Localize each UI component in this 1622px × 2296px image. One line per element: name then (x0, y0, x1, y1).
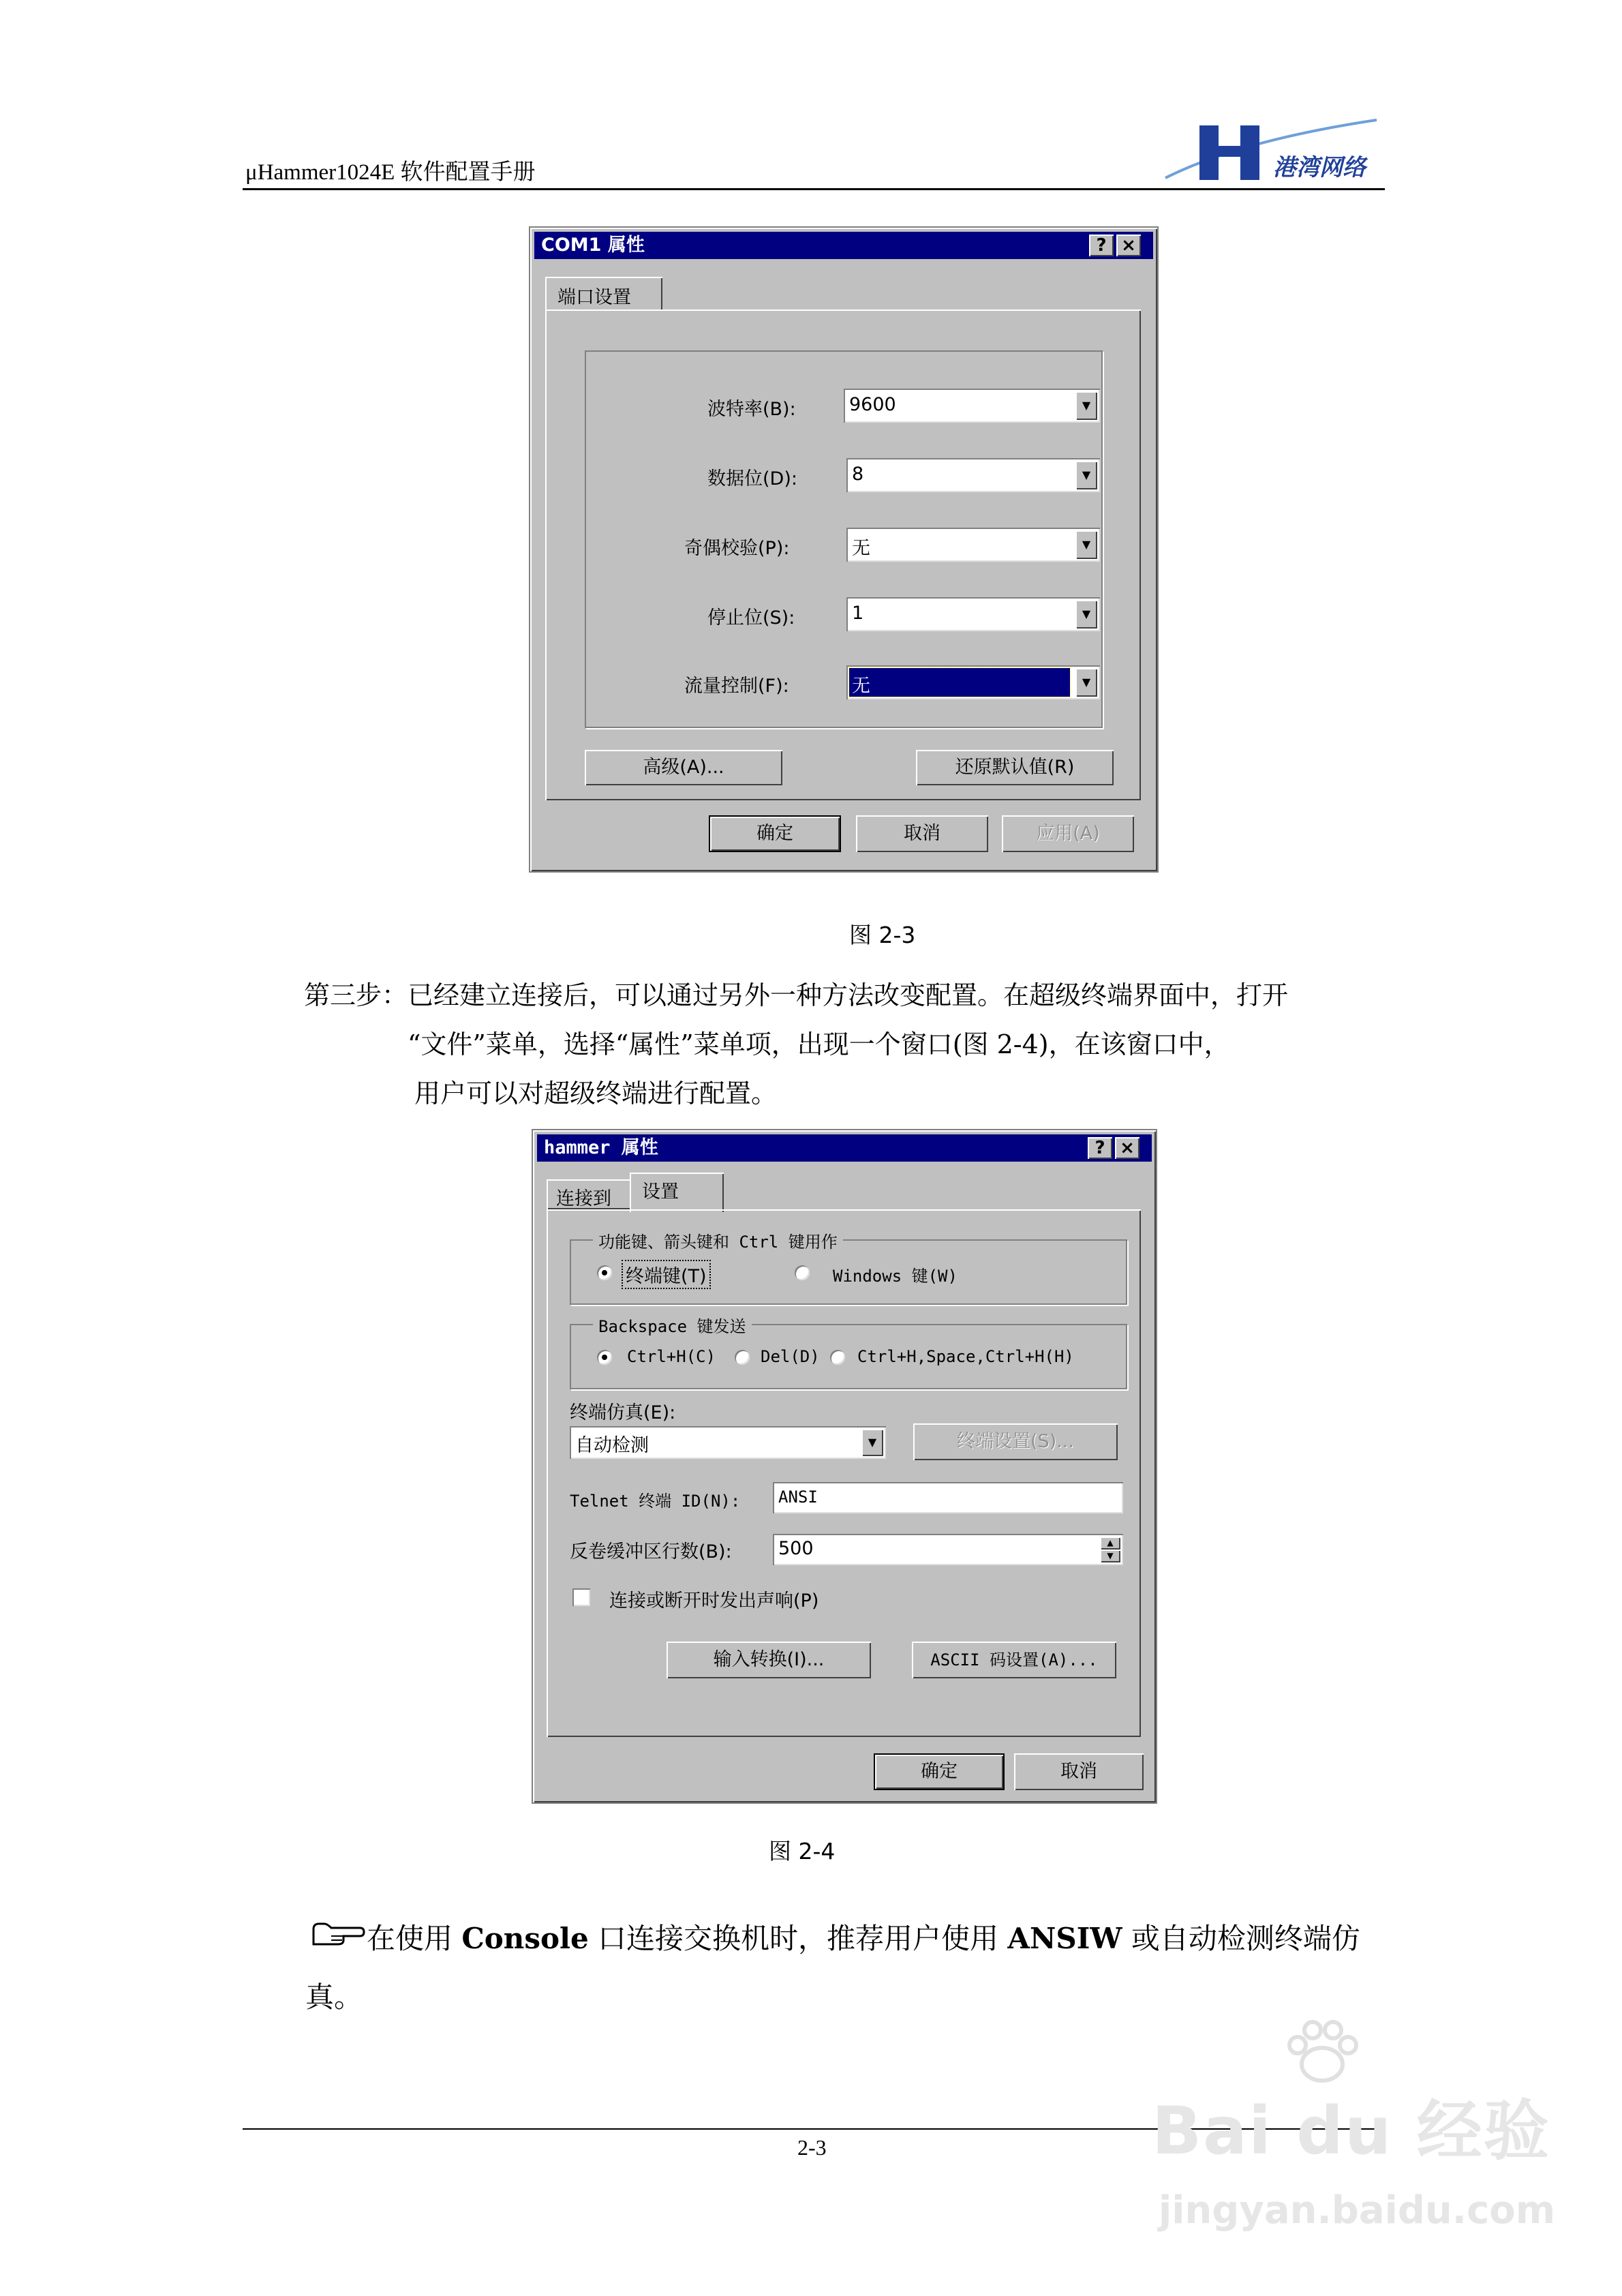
watermark-brand: Bai du 经验 (1152, 2093, 1550, 2169)
hammer-properties-dialog (532, 1129, 1157, 1804)
ctrl-h-label[interactable]: Ctrl+H(C) (627, 1347, 716, 1366)
cancel-button[interactable]: 取消 (1014, 1753, 1144, 1790)
backscroll-input[interactable]: 500 ▲ ▼ (773, 1534, 1123, 1565)
baidu-paw-icon (1281, 2018, 1363, 2086)
emulation-label: 终端仿真(E): (570, 1402, 676, 1423)
figure-caption-2-3: 图 2-3 (849, 922, 916, 948)
step3-line2: “文件”菜单，选择“属性”菜单项，出现一个窗口(图 2-4)，在该窗口中， (408, 1029, 1230, 1059)
close-button[interactable]: × (1115, 1137, 1139, 1159)
step3-line3: 用户可以对超级终端进行配置。 (414, 1078, 778, 1108)
header-title: μHammer1024E 软件配置手册 (245, 160, 536, 185)
data-bits-label: 数据位(D): (707, 468, 797, 489)
tab-settings[interactable]: 设置 (630, 1173, 724, 1212)
parity-label: 奇偶校验(P): (684, 538, 790, 559)
windows-keys-radio[interactable] (795, 1265, 810, 1280)
tab-port-settings[interactable]: 端口设置 (545, 277, 662, 311)
terminal-setup-button[interactable]: 终端设置(S)... (913, 1423, 1118, 1460)
baud-rate-label: 波特率(B): (707, 399, 796, 420)
stop-bits-select[interactable]: 1 ▼ (846, 597, 1100, 631)
windows-keys-label[interactable]: Windows 键(W) (833, 1267, 958, 1286)
advanced-button[interactable]: 高级(A)... (585, 750, 782, 785)
help-button[interactable]: ? (1088, 1137, 1112, 1159)
chevron-down-icon[interactable]: ▼ (1075, 530, 1097, 559)
close-button[interactable]: × (1116, 235, 1141, 256)
help-button[interactable]: ? (1089, 235, 1114, 256)
dialog-titlebar (534, 232, 1153, 259)
beep-label[interactable]: 连接或断开时发出声响(P) (609, 1590, 819, 1612)
ok-button[interactable]: 确定 (875, 1755, 1003, 1789)
flow-control-label: 流量控制(F): (684, 676, 789, 697)
chevron-down-icon[interactable]: ▼ (1075, 668, 1097, 697)
figure-caption-2-4: 图 2-4 (769, 1838, 836, 1864)
ctrl-h-space-label[interactable]: Ctrl+H,Space,Ctrl+H(H) (857, 1347, 1074, 1366)
emulation-select[interactable]: 自动检测 ▼ (570, 1426, 886, 1459)
telnet-id-label: Telnet 终端 ID(N): (570, 1492, 741, 1511)
apply-button[interactable]: 应用(A) (1002, 815, 1134, 852)
dialog-title: hammer 属性 (544, 1137, 658, 1158)
ok-button[interactable]: 确定 (710, 817, 840, 851)
function-keys-group-label: 功能键、箭头键和 Ctrl 键用作 (593, 1228, 843, 1252)
backspace-group-label: Backspace 键发送 (593, 1313, 752, 1337)
chevron-down-icon[interactable]: ▼ (1075, 600, 1097, 629)
input-translation-button[interactable]: 输入转换(I)... (667, 1642, 871, 1678)
step3-line1: 第三步：已经建立连接后，可以通过另外一种方法改变配置。在超级终端界面中，打开 (304, 980, 1289, 1010)
stop-bits-label: 停止位(S): (707, 607, 795, 629)
chevron-down-icon[interactable]: ▼ (861, 1429, 883, 1456)
watermark-url: jingyan.baidu.com (1159, 2188, 1556, 2233)
terminal-keys-radio[interactable] (597, 1265, 612, 1280)
note-line1: 在使用 Console 口连接交换机时，推荐用户使用 ANSIW 或自动检测终端仿 (367, 1922, 1360, 1955)
beep-checkbox[interactable] (572, 1588, 590, 1606)
dialog-titlebar (537, 1134, 1152, 1162)
terminal-keys-label[interactable]: 终端键(T) (623, 1261, 709, 1288)
spin-down-icon[interactable]: ▼ (1100, 1550, 1120, 1562)
pointing-hand-icon (311, 1917, 365, 1947)
com1-properties-dialog (529, 226, 1159, 873)
ctrl-h-space-radio[interactable] (830, 1350, 845, 1365)
logo-text: 港湾网络 (1273, 154, 1366, 181)
flow-control-select[interactable]: 无 ▼ (846, 665, 1100, 699)
header-rule (243, 188, 1385, 190)
backscroll-label: 反卷缓冲区行数(B): (570, 1541, 732, 1562)
ascii-setup-button[interactable]: ASCII 码设置(A)... (912, 1642, 1116, 1678)
dialog-title: COM1 属性 (541, 235, 645, 256)
spin-up-icon[interactable]: ▲ (1100, 1537, 1120, 1550)
del-label[interactable]: Del(D) (761, 1347, 820, 1366)
chevron-down-icon[interactable]: ▼ (1075, 461, 1097, 489)
cancel-button[interactable]: 取消 (856, 815, 988, 852)
data-bits-select[interactable]: 8 ▼ (846, 458, 1100, 492)
chevron-down-icon[interactable]: ▼ (1075, 391, 1097, 420)
note-line2: 真。 (305, 1980, 363, 2014)
parity-select[interactable]: 无 ▼ (846, 528, 1100, 562)
baud-rate-select[interactable]: 9600 ▼ (844, 389, 1100, 423)
page-number: 2-3 (797, 2135, 827, 2160)
restore-defaults-button[interactable]: 还原默认值(R) (916, 750, 1114, 785)
del-radio[interactable] (735, 1350, 750, 1365)
ctrl-h-radio[interactable] (597, 1350, 612, 1365)
tab-connect-to[interactable]: 连接到 (547, 1179, 632, 1209)
telnet-id-input[interactable]: ANSI (773, 1482, 1123, 1513)
